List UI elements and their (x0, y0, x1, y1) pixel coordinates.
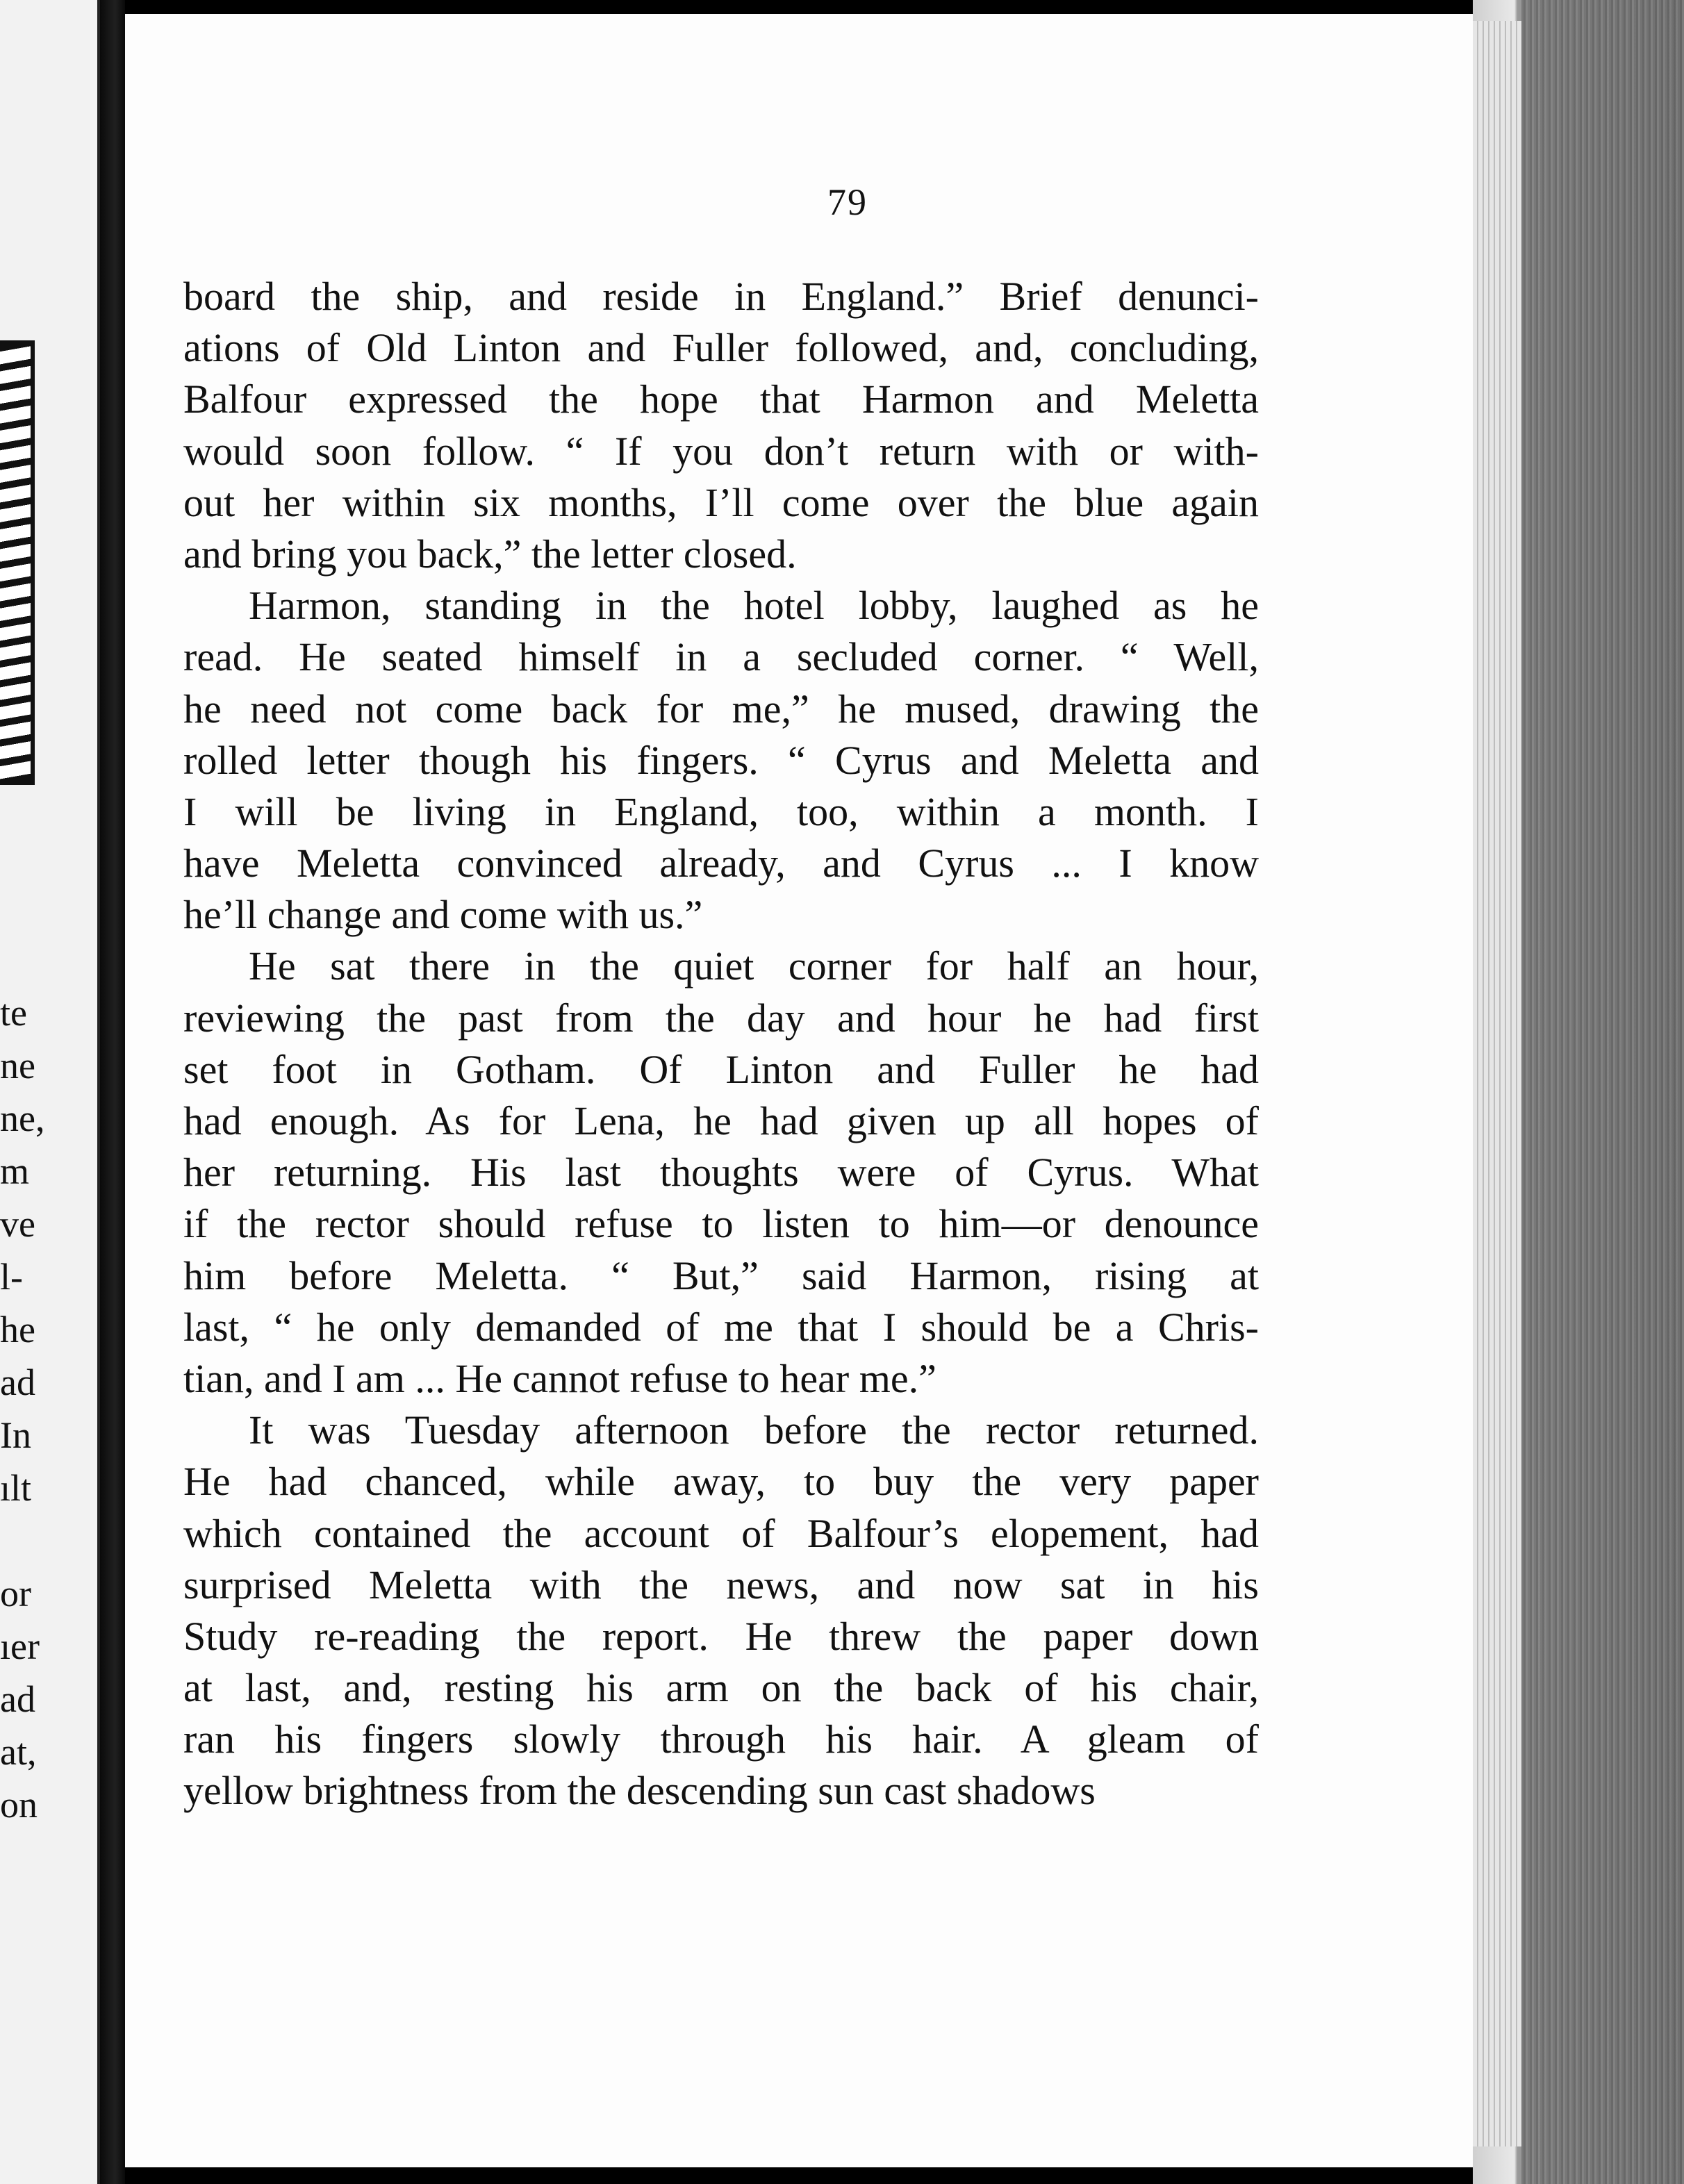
text-line: ran his fingers slowly through his hair. A gleam of (183, 1716, 1259, 1762)
text-line: surprised Meletta with the news, and now sat in his (183, 1562, 1259, 1607)
text-line: have Meletta convinced already, and Cyrus ... I know (183, 841, 1259, 886)
text-line: out her within six months, I’ll come over the blue again (183, 479, 1259, 525)
text-line: would soon follow. “ If you don’t return with or with- (183, 428, 1259, 474)
previous-page-fragment: ad (0, 1362, 35, 1403)
text-line: set foot in Gotham. Of Linton and Fuller he had (183, 1046, 1259, 1092)
text-line: I will be living in England, too, within a month. I (183, 788, 1259, 834)
text-line: he’ll change and come with us.” (183, 892, 703, 938)
text-line: reviewing the past from the day and hour he had first (183, 995, 1259, 1041)
previous-page-fragment: ne (0, 1045, 35, 1086)
page-fore-edge (1473, 21, 1521, 2146)
text-line: Study re-reading the report. He threw the paper down (183, 1613, 1259, 1659)
previous-page-fragment: ılt (0, 1467, 32, 1509)
page-number: 79 (827, 181, 868, 223)
text-line: and bring you back,” the letter closed. (183, 531, 797, 577)
text-line: Balfour expressed the hope that Harmon and Meletta (183, 377, 1259, 422)
previous-page-edge (0, 0, 100, 2184)
text-line: at last, and, resting his arm on the back of his chair, (183, 1665, 1259, 1711)
page-edge-stack (1473, 0, 1684, 2184)
paragraph (183, 1405, 1259, 1817)
body-text (183, 271, 1259, 1817)
previous-page-fragment: ad (0, 1678, 35, 1720)
text-line: rolled letter though his fingers. “ Cyrus and Meletta and (183, 737, 1259, 783)
previous-page-fragment: l- (0, 1256, 23, 1298)
previous-page-fragment: at, (0, 1731, 37, 1773)
previous-page-fragment: m (0, 1150, 30, 1192)
text-line: read. He seated himself in a secluded corner. “ Well, (183, 634, 1259, 680)
previous-page-fragment: he (0, 1309, 35, 1350)
previous-page-fragment: In (0, 1414, 31, 1456)
text-line: her returning. His last thoughts were of Cyrus. What (183, 1150, 1259, 1196)
previous-page-fragment (0, 1514, 97, 1567)
text-line: Harmon, standing in the hotel lobby, laughed as he (249, 583, 1259, 629)
book-side-edge (1521, 0, 1684, 2184)
book-gutter (100, 0, 125, 2184)
previous-page-fragment: on (0, 1784, 38, 1826)
text-line: ations of Old Linton and Fuller followed, and, concluding, (183, 325, 1259, 371)
text-line: yellow brightness from the descending sun cast shadows (183, 1768, 1096, 1814)
text-line: It was Tuesday afternoon before the rector returned. (249, 1407, 1259, 1453)
book-page (125, 14, 1473, 2167)
text-line: he need not come back for me,” he mused, drawing the (183, 686, 1259, 731)
previous-page-fragment: ve (0, 1203, 35, 1245)
text-line: had enough. As for Lena, he had given up all hopes of (183, 1098, 1259, 1143)
text-line: He sat there in the quiet corner for half an hour, (249, 943, 1259, 989)
paragraph (183, 580, 1259, 941)
previous-page-fragment: ne, (0, 1098, 45, 1139)
previous-page-fragment: or (0, 1573, 31, 1614)
text-line: which contained the account of Balfour’s elopement, had (183, 1510, 1259, 1556)
text-line: board the ship, and reside in England.” Brief denunci- (183, 274, 1259, 319)
paragraph (183, 271, 1259, 580)
previous-page-text-fragments (0, 986, 97, 1831)
text-line: last, “ he only demanded of me that I should be a Chris- (183, 1304, 1259, 1350)
text-line: tian, and I am ... He cannot refuse to hear me.” (183, 1355, 936, 1401)
previous-page-fragment: ıer (0, 1625, 40, 1667)
paragraph (183, 941, 1259, 1405)
text-line: if the rector should refuse to listen to him—or denounce (183, 1201, 1259, 1247)
text-line: He had chanced, while away, to buy the very paper (183, 1459, 1259, 1505)
decorative-border-image (0, 340, 35, 785)
previous-page-fragment: te (0, 992, 27, 1034)
text-line: him before Meletta. “ But,” said Harmon, rising at (183, 1252, 1259, 1298)
